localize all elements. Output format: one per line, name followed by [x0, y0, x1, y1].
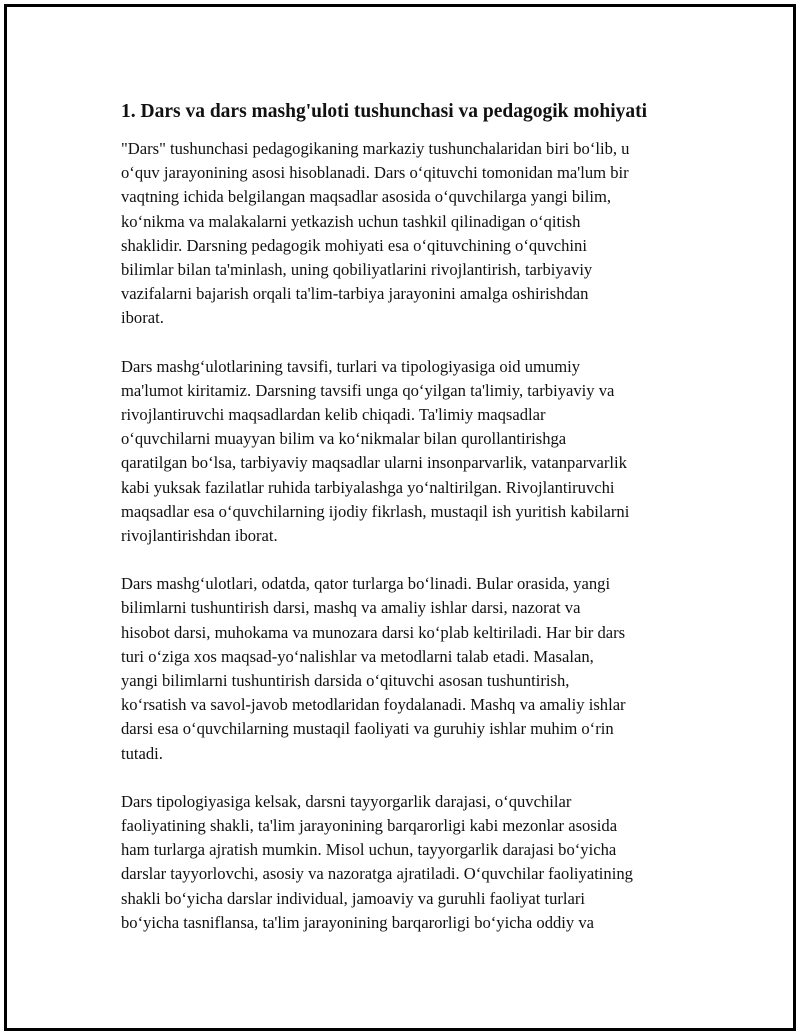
paragraph-line: vazifalarni bajarish orqali ta'lim-tarbiya jarayonini amalga oshirishdan: [121, 284, 589, 304]
paragraph-line: koʻrsatish va savol-javob metodlaridan foydalanadi. Mashq va amaliy ishlar: [121, 695, 626, 715]
paragraph-line: rivojlantirishdan iborat.: [121, 526, 278, 546]
document-body: [121, 99, 701, 959]
paragraph-line: boʻyicha tasniflansa, ta'lim jarayonining barqarorligi boʻyicha oddiy va: [121, 912, 595, 932]
paragraph-line: koʻnikma va malakalarni yetkazish uchun tashkil qilinadigan oʻqitish: [121, 211, 581, 231]
paragraph-line: oʻquv jarayonining asosi hisoblanadi. Dars oʻqituvchi tomonidan ma'lum bir: [121, 163, 629, 183]
paragraph: [121, 137, 701, 331]
paragraph-line: Dars mashgʻulotlari, odatda, qator turlarga boʻlinadi. Bular orasida, yangi: [121, 574, 611, 594]
paragraph: [121, 790, 701, 935]
paragraph-line: maqsadlar esa oʻquvchilarning ijodiy fikrlash, mustaqil ish yuritish kabilarni: [121, 501, 630, 521]
paragraph-line: kabi yuksak fazilatlar ruhida tarbiyalashga yoʻnaltirilgan. Rivojlantiruvchi: [121, 477, 615, 497]
paragraph-line: "Dars" tushunchasi pedagogikaning markaziy tushunchalaridan biri boʻlib, u: [121, 139, 630, 158]
paragraph-line: shakli boʻyicha darslar individual, jamoaviy va guruhli faoliyat turlari: [121, 888, 586, 908]
paragraph-line: darslar tayyorlovchi, asosiy va nazoratga ajratiladi. Oʻquvchilar faoliyatining: [121, 864, 633, 884]
paragraph-line: tutadi.: [121, 743, 163, 763]
paragraph-line: ham turlarga ajratish mumkin. Misol uchun, tayyorgarlik darajasi boʻyicha: [121, 840, 617, 860]
paragraph-line: bilimlar bilan ta'minlash, uning qobiliyatlarini rivojlantirish, tarbiyaviy: [121, 260, 593, 280]
paragraph-line: yangi bilimlarni tushuntirish darsida oʻqituvchi asosan tushuntirish,: [121, 671, 570, 691]
paragraph: [121, 572, 701, 766]
paragraph-line: hisobot darsi, muhokama va munozara darsi koʻplab keltiriladi. Har bir dars: [121, 622, 626, 642]
paragraph-line: rivojlantiruvchi maqsadlardan kelib chiqadi. Ta'limiy maqsadlar: [121, 405, 546, 425]
page-frame: [4, 4, 796, 1031]
paragraph-line: oʻquvchilarni muayyan bilim va koʻnikmalar bilan qurollantirishga: [121, 429, 567, 449]
paragraph-list: [121, 137, 701, 935]
paragraph-line: shaklidir. Darsning pedagogik mohiyati esa oʻqituvchining oʻquvchini: [121, 235, 587, 255]
paragraph-line: bilimlarni tushuntirish darsi, mashq va amaliy ishlar darsi, nazorat va: [121, 598, 581, 618]
paragraph-line: Dars mashgʻulotlarining tavsifi, turlari va tipologiyasiga oid umumiy: [121, 356, 581, 376]
paragraph-line: faoliyatining shakli, ta'lim jarayonining barqarorligi kabi mezonlar asosida: [121, 816, 618, 836]
paragraph-line: turi oʻziga xos maqsad-yoʻnalishlar va metodlarni talab etadi. Masalan,: [121, 646, 594, 666]
paragraph-line: ma'lumot kiritamiz. Darsning tavsifi unga qoʻyilgan ta'limiy, tarbiyaviy va: [121, 380, 615, 400]
paragraph-line: iborat.: [121, 308, 164, 328]
paragraph-line: darsi esa oʻquvchilarning mustaqil faoliyati va guruhiy ishlar muhim oʻrin: [121, 719, 614, 739]
paragraph-line: qaratilgan boʻlsa, tarbiyaviy maqsadlar ularni insonparvarlik, vatanparvarlik: [121, 453, 627, 473]
paragraph-line: Dars tipologiyasiga kelsak, darsni tayyorgarlik darajasi, oʻquvchilar: [121, 791, 572, 811]
paragraph-line: vaqtning ichida belgilangan maqsadlar asosida oʻquvchilarga yangi bilim,: [121, 187, 612, 207]
section-heading: 1. Dars va dars mashg'uloti tushunchasi va pedagogik mohiyati: [121, 101, 648, 122]
paragraph: [121, 355, 701, 549]
